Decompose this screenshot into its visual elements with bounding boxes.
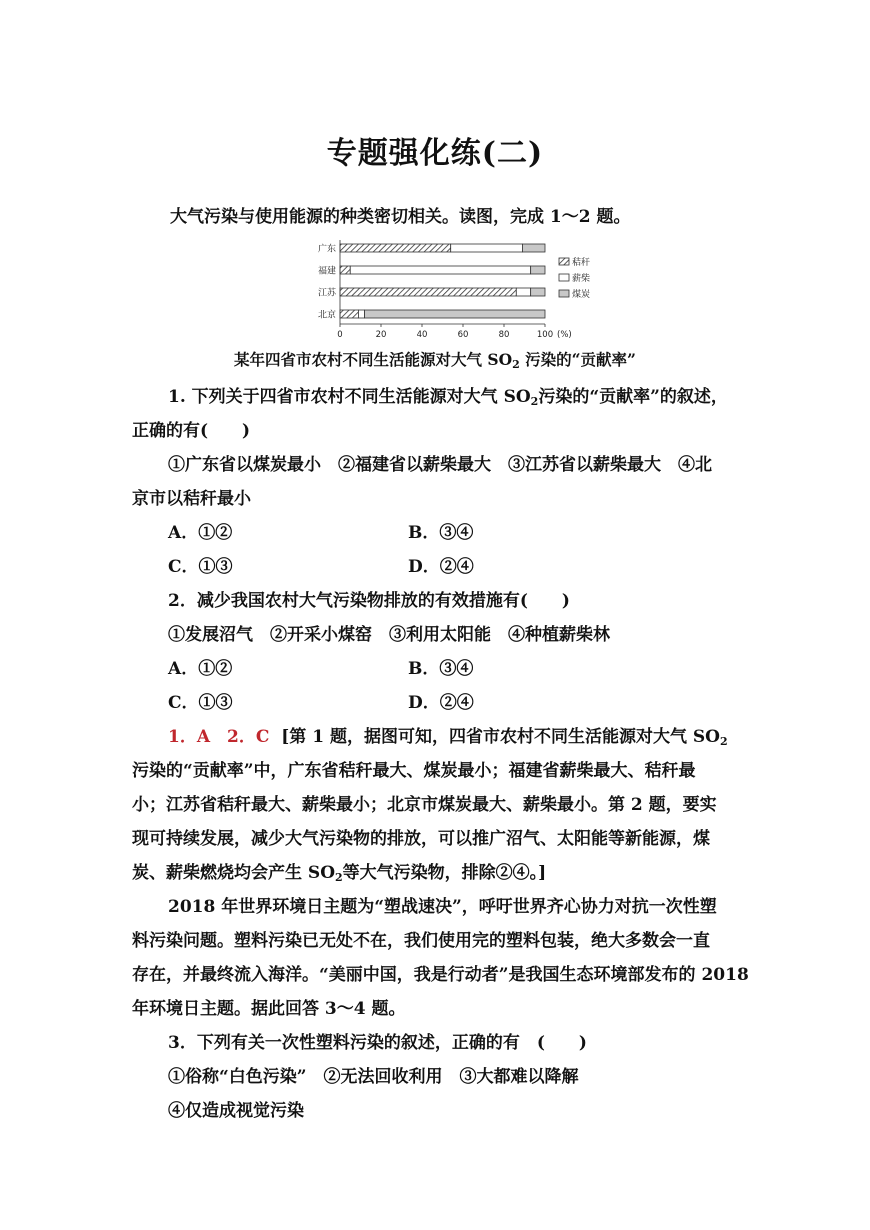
q2-option-b: B．③④ [408,659,474,679]
bar-segment-秸秆 [340,288,516,296]
question-2-stem: 2．减少我国农村大气污染物排放的有效措施有( ) [168,591,570,611]
bar-segment-煤炭 [365,310,545,318]
intro-2-line-1: 2018 年世界环境日主题为“塑战速决”，呼吁世界齐心协力对抗一次性塑 [168,897,717,917]
x-tick-label: 100 [536,330,554,340]
x-tick-label: 20 [375,330,387,340]
bar-segment-薪柴 [451,244,523,252]
bar-segment-薪柴 [358,310,364,318]
question-1-items: ①广东省以煤炭最小 ②福建省以薪柴最大 ③江苏省以薪柴最大 ④北 [168,455,712,475]
q1-option-b: B．③④ [408,523,474,543]
question-1-stem-cont: 正确的有( ) [132,421,251,441]
chart-caption: 某年四省市农村不同生活能源对大气 $SO_2$ 污染的“贡献率” [234,350,636,371]
bar-segment-秸秆 [340,244,451,252]
q2-option-d: D．②④ [408,693,474,713]
x-tick-label: 80 [498,330,510,340]
question-1-items-cont: 京市以秸秆最小 [132,489,251,509]
legend-swatch [559,258,569,265]
answer-line-1: 1．A 2．C [第 1 题，据图可知，四省市农村不同生活能源对大气 $SO_2$ [168,727,728,748]
page-title: 专题强化练(二) [326,136,544,171]
category-label: 福建 [317,266,336,277]
answer-line-4: 现可持续发展，减少大气污染物的排放，可以推广沼气、太阳能等新能源，煤 [132,829,710,849]
q1-option-d: D．②④ [408,557,474,577]
bar-segment-煤炭 [522,244,545,252]
q1-option-c: C．①③ [168,557,233,577]
intro-paragraph-1: 大气污染与使用能源的种类密切相关。读图，完成 1～2 题。 [170,207,631,227]
legend-label: 秸秆 [572,258,591,268]
answer-key: 1．A 2．C [168,727,270,747]
bar-segment-薪柴 [350,266,530,274]
question-3-items: ①俗称“白色污染” ②无法回收利用 ③大都难以降解 [168,1067,579,1087]
intro-2-line-4: 年环境日主题。据此回答 3～4 题。 [132,999,406,1019]
x-tick-label: 40 [416,330,428,340]
intro-2-line-2: 料污染问题。塑料污染已无处不在，我们使用完的塑料包装，绝大多数会一直 [132,931,710,951]
bar-segment-煤炭 [531,266,545,274]
legend-label: 煤炭 [572,290,591,300]
legend-swatch [559,274,569,281]
q1-option-a: A．①② [168,523,233,543]
question-3-items-cont: ④仅造成视觉污染 [168,1101,304,1121]
stacked-bar-chart [300,234,600,342]
intro-2-line-3: 存在，并最终流入海洋。“美丽中国，我是行动者”是我国生态环境部发布的 2018 [132,965,749,985]
q2-option-c: C．①③ [168,693,233,713]
x-unit-label: (%) [557,330,572,340]
bar-segment-薪柴 [516,288,530,296]
bar-segment-秸秆 [340,310,358,318]
legend-label: 薪柴 [572,274,591,284]
question-1-stem: 1. 下列关于四省市农村不同生活能源对大气 $SO_2$污染的“贡献率”的叙述， [168,387,728,408]
category-label: 广东 [317,244,336,255]
question-3-stem: 3．下列有关一次性塑料污染的叙述，正确的有 ( ) [168,1033,587,1053]
answer-line-3: 小；江苏省秸秆最大、薪柴最小；北京市煤炭最大、薪柴最小。第 2 题，要实 [132,795,717,815]
question-2-items: ①发展沼气 ②开采小煤窑 ③利用太阳能 ④种植薪柴林 [168,625,610,645]
answer-line-2: 污染的“贡献率”中，广东省秸秆最大、煤炭最小；福建省薪柴最大、秸秆最 [132,761,696,781]
x-tick-label: 60 [457,330,469,340]
category-label: 北京 [317,310,336,321]
q2-option-a: A．①② [168,659,233,679]
bar-segment-煤炭 [531,288,545,296]
category-label: 江苏 [317,288,336,299]
answer-line-5: 炭、薪柴燃烧均会产生 $SO_2$等大气污染物，排除②④。] [132,863,547,884]
bar-segment-秸秆 [340,266,350,274]
legend-swatch [559,290,569,297]
x-tick-label: 0 [337,330,343,340]
